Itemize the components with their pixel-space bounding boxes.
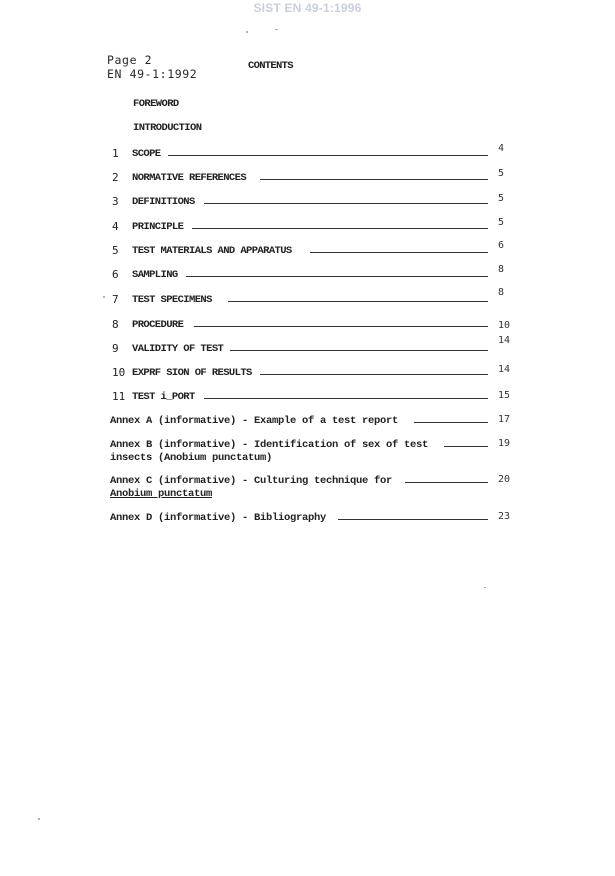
leader-line bbox=[310, 252, 488, 253]
leader-line bbox=[260, 374, 488, 375]
toc-entry bbox=[112, 244, 507, 260]
scan-speck bbox=[246, 31, 248, 33]
toc-number: 8 bbox=[112, 318, 119, 331]
toc-entry bbox=[112, 268, 507, 284]
toc-number: 1 bbox=[112, 147, 119, 160]
toc-page: 17 bbox=[498, 414, 511, 425]
annex-title: Annex C (informative) - Culturing technique for bbox=[110, 475, 393, 487]
toc-annex-entry bbox=[110, 439, 510, 465]
toc-number: 11 bbox=[112, 390, 126, 403]
toc-introduction: INTRODUCTION bbox=[133, 122, 202, 134]
leader-line bbox=[405, 482, 488, 483]
annex-title: Annex A (informative) - Example of a test report bbox=[110, 415, 399, 427]
toc-page: 10 bbox=[498, 320, 511, 331]
scan-speck bbox=[275, 29, 278, 30]
toc-entry bbox=[112, 318, 507, 334]
toc-page: 14 bbox=[498, 364, 511, 375]
toc-page: 6 bbox=[498, 240, 505, 251]
toc-title: PROCEDURE bbox=[132, 319, 184, 331]
scan-speck bbox=[38, 818, 40, 820]
leader-line bbox=[168, 155, 488, 156]
toc-number: 10 bbox=[112, 366, 126, 379]
toc-annex-entry bbox=[110, 415, 510, 428]
annex-title: Annex B (informative) - Identification of sex of test bbox=[110, 439, 429, 451]
toc-title: SAMPLING bbox=[132, 269, 178, 281]
scan-speck bbox=[484, 587, 486, 588]
toc-number: 9 bbox=[112, 342, 119, 355]
annex-title-text: Anobium punctatum bbox=[110, 488, 213, 500]
page-number: Page 2 bbox=[107, 53, 153, 67]
toc-page: 19 bbox=[498, 438, 511, 449]
toc-page: 15 bbox=[498, 390, 511, 401]
toc-number: 4 bbox=[112, 220, 119, 233]
toc-foreword: FOREWORD bbox=[133, 98, 179, 110]
toc-number: 6 bbox=[112, 268, 119, 281]
toc-entry bbox=[112, 390, 507, 406]
toc-entry bbox=[112, 366, 507, 382]
toc-page: 8 bbox=[498, 287, 505, 298]
annex-title-continued bbox=[110, 452, 510, 465]
toc-page: 14 bbox=[498, 335, 511, 346]
toc-annex-entry bbox=[110, 475, 510, 501]
toc-page: 5 bbox=[498, 168, 505, 179]
toc-page: 23 bbox=[498, 511, 511, 522]
toc-number: 5 bbox=[112, 244, 119, 257]
toc-entry bbox=[112, 147, 507, 163]
leader-line bbox=[186, 276, 488, 277]
toc-title: DEFINITIONS bbox=[132, 196, 195, 208]
leader-line bbox=[204, 203, 488, 204]
toc-title: TEST SPECIMENS bbox=[132, 294, 212, 306]
toc-page: 5 bbox=[498, 193, 505, 204]
toc-page: 20 bbox=[498, 474, 511, 485]
toc-annex-entry bbox=[110, 512, 510, 525]
toc-title: SCOPE bbox=[132, 148, 161, 160]
document-id: EN 49-1:1992 bbox=[107, 67, 198, 81]
leader-line bbox=[338, 519, 488, 520]
toc-number: 7 bbox=[112, 293, 119, 306]
toc-number: 3 bbox=[112, 195, 119, 208]
scan-speck bbox=[103, 296, 105, 298]
toc-page: 8 bbox=[498, 264, 505, 275]
toc-title: EXPRF SION OF RESULTS bbox=[132, 367, 252, 379]
leader-line bbox=[260, 179, 488, 180]
toc-entry bbox=[112, 293, 507, 309]
leader-line bbox=[192, 228, 488, 229]
toc-title: VALIDITY OF TEST bbox=[132, 343, 224, 355]
watermark: SIST EN 49-1:1996 bbox=[253, 1, 362, 15]
leader-line bbox=[228, 301, 488, 302]
leader-line bbox=[204, 398, 488, 399]
toc-title: PRINCIPLE bbox=[132, 221, 184, 233]
annex-title: Annex D (informative) - Bibliography bbox=[110, 512, 327, 524]
annex-title-continued bbox=[110, 488, 510, 501]
toc-page: 4 bbox=[498, 143, 505, 154]
leader-line bbox=[194, 326, 488, 327]
toc-entry bbox=[112, 171, 507, 187]
toc-title: TEST MATERIALS AND APPARATUS bbox=[132, 245, 292, 257]
toc-title: NORMATIVE REFERENCES bbox=[132, 172, 247, 184]
toc-entry bbox=[112, 220, 507, 236]
toc-page: 5 bbox=[498, 217, 505, 228]
toc-title: TEST i_PORT bbox=[132, 391, 195, 403]
toc-entry bbox=[112, 342, 507, 358]
leader-line bbox=[414, 422, 488, 423]
contents-title: CONTENTS bbox=[248, 60, 293, 72]
toc-entry bbox=[112, 195, 507, 211]
leader-line bbox=[444, 446, 488, 447]
annex-title-text: insects (Anobium punctatum) bbox=[110, 452, 273, 464]
toc-number: 2 bbox=[112, 171, 119, 184]
leader-line bbox=[230, 350, 488, 351]
